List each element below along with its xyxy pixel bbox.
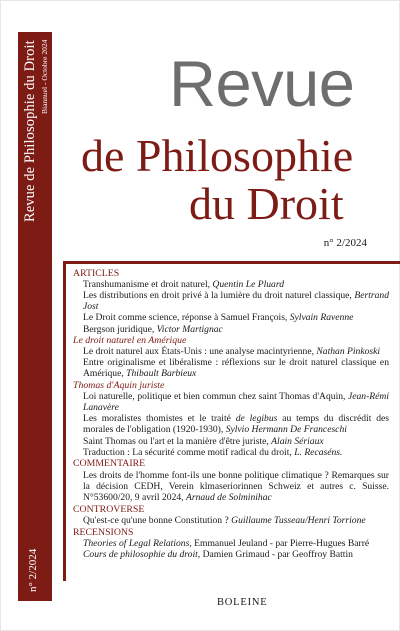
toc-entry: Entre originalisme et libéralisme : réflexions sur le droit naturel classique en Amérique, Thibault Barbieux: [83, 357, 389, 380]
toc-entry: Loi naturelle, politique et bien commun chez saint Thomas d'Aquin, Jean-Rémi Lanavère: [83, 390, 389, 413]
section-articles: ARTICLES: [73, 267, 120, 279]
section-recensions: RECENSIONS: [73, 526, 134, 538]
publisher-name: BOLEINE: [217, 597, 268, 608]
toc-entry: Les moralistes thomistes et le traité de legibus au temps du discrédit des morales de l'obligation (1920-1930), Sylvio Hermann De Franceschi: [83, 413, 389, 436]
subsection-thomas: Thomas d'Aquin juriste: [73, 379, 165, 391]
title-droit: du Droit: [189, 178, 344, 229]
section-controverse: CONTROVERSE: [73, 503, 145, 515]
toc-entry: Les droits de l'homme font-ils une bonne politique climatique ? Remarques sur la décision CEDH, Verein klmaseriorinnen Schweiz et autres c. Suisse. N°53600/20, 9 avril 2024, Arnaud de Solminihac: [83, 469, 389, 504]
toc-entry: Bergson juridique, Victor Martignac: [83, 323, 223, 335]
issue-number: n° 2/2024: [323, 237, 367, 249]
subsection-amerique: Le droit naturel en Amérique: [73, 334, 187, 346]
toc-entry: Qu'est-ce qu'une bonne Constitution ? Guillaume Tusseau/Henri Torrione: [83, 514, 366, 526]
toc-entry: Le droit naturel aux États-Unis : une analyse macintyrienne, Nathan Pinkoski: [83, 345, 381, 357]
toc-entry: Theories of Legal Relations, Emmanuel Jeuland - par Pierre-Hugues Barré: [83, 537, 370, 549]
spine-title: Revue de Philosophie du Droit: [22, 40, 38, 222]
spine-issue: n° 2/2024: [27, 548, 39, 592]
toc-entry: Les distributions en droit privé à la lumière du droit naturel classique, Bertrand Jost: [83, 289, 389, 313]
toc-entry: Transhumanisme et droit naturel, Quentin Le Pluard: [83, 278, 285, 290]
title-revue: Revue: [169, 47, 355, 120]
toc-entry: Le Droit comme science, réponse à Samuel François, Sylvain Ravenne: [83, 312, 354, 324]
toc-entry: Traduction : La sécurité comme motif radical du droit, L. Recaséns.: [83, 446, 343, 458]
spine-subtitle: Biannuel - Octobre 2024: [40, 40, 49, 115]
title-philosophie: de Philosophie: [81, 130, 354, 181]
spine-band: [18, 32, 52, 601]
table-of-contents: [73, 267, 389, 560]
section-commentaire: COMMENTAIRE: [73, 458, 146, 470]
toc-entry: Saint Thomas ou l'art et la manière d'être juriste, Alain Sériaux: [83, 435, 324, 447]
toc-entry: Cours de philosophie du droit, Damien Grimaud - par Geoffroy Battin: [83, 549, 353, 561]
